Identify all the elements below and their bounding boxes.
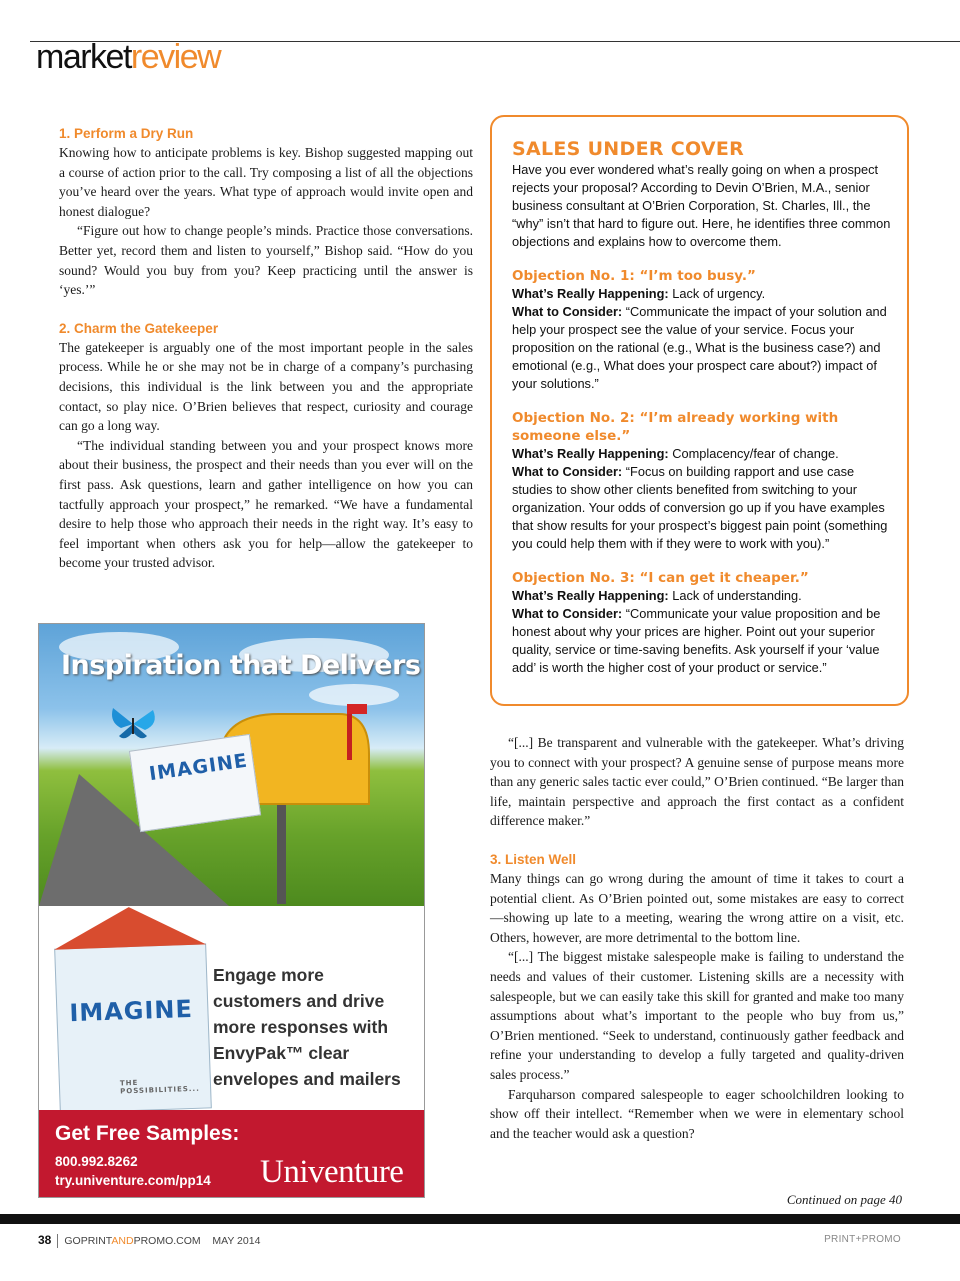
objection-happening [512,587,891,605]
objection-happening [512,285,891,303]
objection-consider [512,303,891,393]
happening-text: Lack of urgency. [672,286,766,301]
univenture-logo: Univenture [260,1154,404,1190]
section-heading: 1. Perform a Dry Run [59,126,194,141]
consider-text: “Focus on building rapport and use case studies to show other clients benefited from switching to your organization. Your odds of conversion go up if you have examples that show results for your prospect’s biggest pain point (something you could help them with if they were to work with you).” [512,464,888,551]
sales-under-cover-sidebar [490,115,909,706]
sidebar-intro: Have you ever wondered what’s really going on when a prospect rejects your proposal? According to Devin O’Brien, M.A., senior business consultant at O’Brien Corporation, St. Charles, Ill., the “why” isn’t that hard to figure out. Here, he identifies three common objections and explains how to overcome them. [512,162,891,249]
sidebar-title: SALES UNDER COVER [512,138,745,160]
paragraph: “[...] Be transparent and vulnerable with the gatekeeper. What’s driving you to connect with your prospect? A genuine sense of purpose means more than any generic sales tactic ever could,” O’Brien continued. “Be larger than life, maintain perspective and approach the first contact as a confident difference maker.” [490,735,904,829]
section-heading: 2. Charm the Gatekeeper [59,320,219,336]
paragraph: Knowing how to anticipate problems is key. Bishop suggested mapping out a course of action prior to the call. Try composing a list of all the objections you’ve heard over the years. What type of approach would invite open and honest dialogue? [59,145,473,219]
univenture-advertisement[interactable] [38,623,425,1198]
cta-heading: Get Free Samples: [55,1122,240,1145]
consider-label: What to Consider: [512,304,623,319]
ad-photo [39,624,424,906]
envelope-image [54,943,212,1113]
ad-headline: Inspiration that Delivers [61,650,421,681]
masthead-light: review [130,38,221,76]
paragraph: “Figure out how to change people’s minds. Practice those conversations. Better yet, record them and listen to yourself,” Bishop said. “How do you sound? Would you buy from you? Keep practicing until the answer is ‘yes.’” [59,223,473,298]
footer-divider [57,1234,58,1248]
section-heading: 3. Listen Well [490,851,577,867]
cta-phone[interactable]: 800.992.8262 [55,1154,138,1169]
continued-note[interactable]: Continued on page 40 [786,1192,902,1207]
cta-url[interactable]: try.univenture.com/pp14 [55,1173,211,1188]
ad-lower-panel [39,906,424,1198]
paragraph: “[...] The biggest mistake salespeople make is failing to understand the needs and values of their customer. Listening skills are a necessity with salespeople, but we can easily take this skill for granted and make too many assumptions about what’s important to the people who buy from us,” O’Brien mentioned. “Seek to understand, continuously gather feedback and refine your understanding to develop a fully targeted and quality-driven sales process.” [490,949,904,1082]
footer-left [38,1233,260,1248]
masthead-bold: market [36,38,131,76]
site-name-pre: GOPRINT [64,1235,112,1247]
left-column [59,124,473,573]
section-masthead [36,40,220,74]
site-name-highlight: AND [111,1235,134,1247]
objection-title: Objection No. 3: “I can get it cheaper.” [512,570,809,586]
consider-label: What to Consider: [512,606,623,621]
paragraph: Many things can go wrong during the amount of time it takes to court a potential client. As O’Brien pointed out, some mistakes are easy to correct—showing up late to a meeting, wearing the wrong attire on a visit, etc. Others, however, are more detrimental to the bottom line. [490,870,904,945]
footer-bar [0,1214,960,1224]
postcard-image [129,734,261,832]
objection-title: Objection No. 1: “I’m too busy.” [512,268,756,284]
consider-text: “Communicate the impact of your solution and help your prospect see the value of your service. Focus your proposition on the rational (e.g., What is the business case?) and emotional (e.g., What does your prospect care about?) impact of your solutions.” [512,304,887,391]
happening-label: What’s Really Happening: [512,446,669,461]
site-name-post: PROMO.COM [133,1235,201,1247]
happening-text: Lack of understanding. [672,588,802,603]
butterfly-icon [109,704,159,744]
publication-name: PRINT+PROMO [824,1234,901,1245]
happening-label: What’s Really Happening: [512,286,669,301]
page-number: 38 [38,1233,52,1247]
objection-consider [512,463,891,553]
ad-cta-band[interactable] [39,1110,424,1198]
happening-text: Complacency/fear of change. [672,446,839,461]
happening-label: What’s Really Happening: [512,588,669,603]
envelope-sub: THE POSSIBILITIES... [119,1078,200,1096]
card-word: IMAGINE [147,749,250,786]
paragraph: The gatekeeper is arguably one of the most important people in the sales process. While he or she may not be in charge of a company’s purchasing decisions, this individual is the link between you and the appropriate contact, so play nice. O’Brien believes that respect, curiosity and courage can go a long way. [59,339,473,434]
paragraph: “The individual standing between you and your prospect knows more about their business, the prospect and their needs than you ever will on the first pass. Ask questions, learn and gather intelligence on how you can tactfully approach your prospect,” he remarked. “We have a fundamental desire to help those who approach their needs in the right way. It’s easy to feel important when others ask you for help—allow the gatekeeper to become your trusted advisor. [59,437,473,571]
consider-text: “Communicate your value proposition and be honest about why your prices are higher. Point out your superior quality, service or time-saving benefits. Ask yourself if your ‘value add’ is worth the higher cost of your product or service.” [512,606,881,675]
paragraph: Farquharson compared salespeople to eager schoolchildren looking to show off their intellect. “Remember when we were in elementary school and the teacher would ask a question? [490,1086,904,1141]
ad-copy: Engage more customers and drive more responses with EnvyPak™ clear envelopes and mailers [213,965,401,1089]
issue-date: MAY 2014 [212,1235,261,1247]
objection-consider [512,605,891,677]
objection-happening [512,445,891,463]
envelope-word: IMAGINE [68,994,194,1028]
right-column [490,733,904,1143]
consider-label: What to Consider: [512,464,623,479]
objection-title: Objection No. 2: “I’m already working with someone else.” [512,410,839,444]
